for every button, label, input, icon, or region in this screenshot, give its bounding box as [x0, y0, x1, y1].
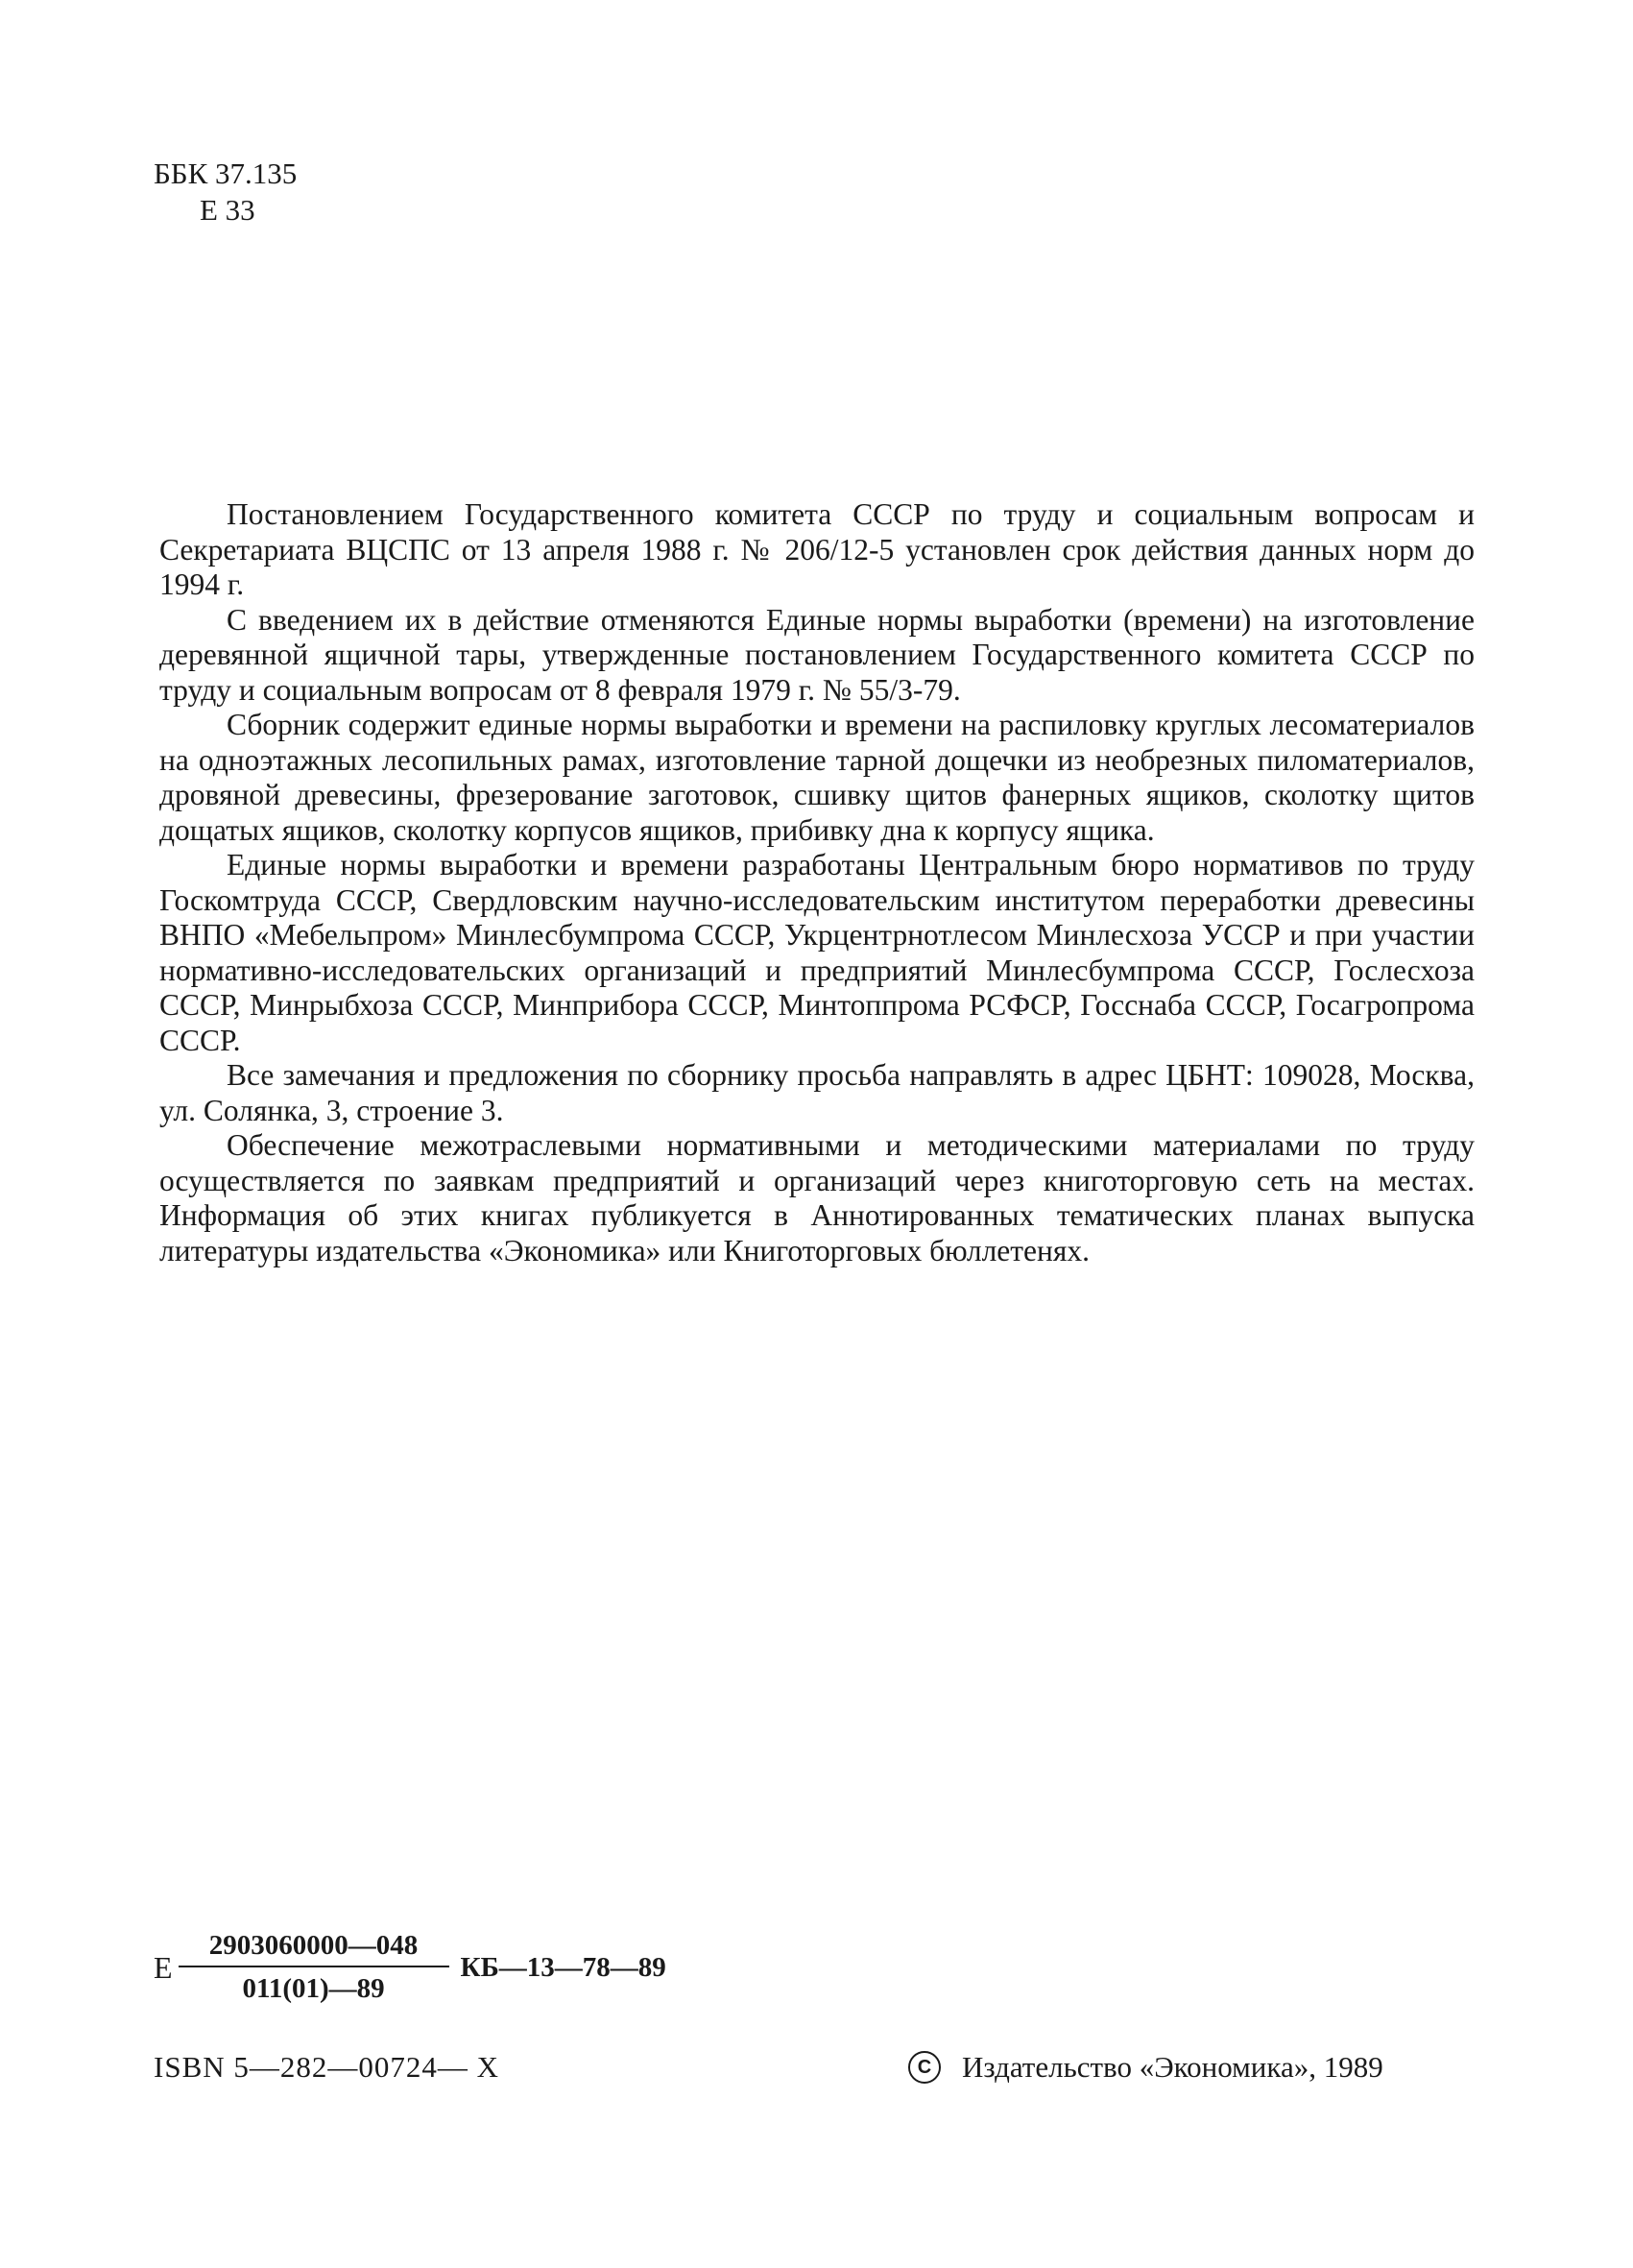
paragraph-cancellation: С введением их в действие отменяются Единые нормы выработки (времени) на изготовление деревянной ящичной тары, утвержденные постановлением Государственного комитета СССР по труду и социальным вопросам от 8 февраля 1979 г. № 55/3-79. — [159, 602, 1475, 707]
paragraph-feedback-address: Все замечания и предложения по сборнику просьба направлять в адрес ЦБНТ: 109028, Москва, ул. Солянка, 3, строение 3. — [159, 1058, 1475, 1127]
paragraph-developers: Единые нормы выработки и времени разработаны Центральным бюро нормативов по труду Госкомтруда СССР, Свердловским научно-исследовательским институтом переработки древесины ВНПО «Мебельпром» Минлесбумпрома СССР, Укрцентрнотлесом Минлесхоза УССР и при участии нормативно-исследовательских организаций и предприятий Минлесбумпрома СССР, Гослесхоза СССР, Минрыбхоза СССР, Минприбора СССР, Минтоппрома РСФСР, Госснаба СССР, Госагропрома СССР. — [159, 848, 1475, 1057]
copyright-text: Издательство «Экономика», 1989 — [962, 2050, 1383, 2084]
isbn: ISBN 5—282—00724— X — [154, 2050, 500, 2084]
paragraph-contents: Сборник содержит единые нормы выработки и времени на распиловку круглых лесоматериалов на одноэтажных лесопильных рамах, изготовление тарной дощечки из необрезных пиломатериалов, дровяной древесины, фрезерование заготовок, сшивку щитов фанерных ящиков, сколотку щитов дощатых ящиков, сколотку корпусов ящиков, прибивку дна к корпусу ящика. — [159, 708, 1475, 847]
copyright-icon: C — [908, 2051, 941, 2084]
catalog-letter: Е — [154, 1949, 173, 1985]
catalog-index — [154, 1930, 666, 2005]
body-text — [159, 497, 1475, 1268]
author-mark: Е 33 — [200, 193, 255, 227]
library-classification — [154, 156, 297, 229]
copyright-notice — [908, 2050, 1383, 2085]
paragraph-validity: Постановлением Государственного комитета СССР по труду и социальным вопросам и Секретариата ВЦСПС от 13 апреля 1988 г. № 206/12-5 установлен срок действия данных норм до 1994 г. — [159, 497, 1475, 601]
kb-code: КБ—13—78—89 — [460, 1951, 666, 1983]
catalog-numerator: 2903060000—048 — [179, 1930, 449, 1967]
bbk-code: ББК 37.135 — [154, 157, 298, 190]
catalog-fraction — [179, 1930, 449, 2005]
paragraph-distribution: Обеспечение межотраслевыми нормативными и методическими материалами по труду осуществляется по заявкам предприятий и организаций через книготорговую сеть на местах. Информация об этих книгах публикуется в Аннотированных тематических планах выпуска литературы издательства «Экономика» или Книготорговых бюллетенях. — [159, 1128, 1475, 1267]
catalog-denominator: 011(01)—89 — [242, 1973, 385, 2004]
